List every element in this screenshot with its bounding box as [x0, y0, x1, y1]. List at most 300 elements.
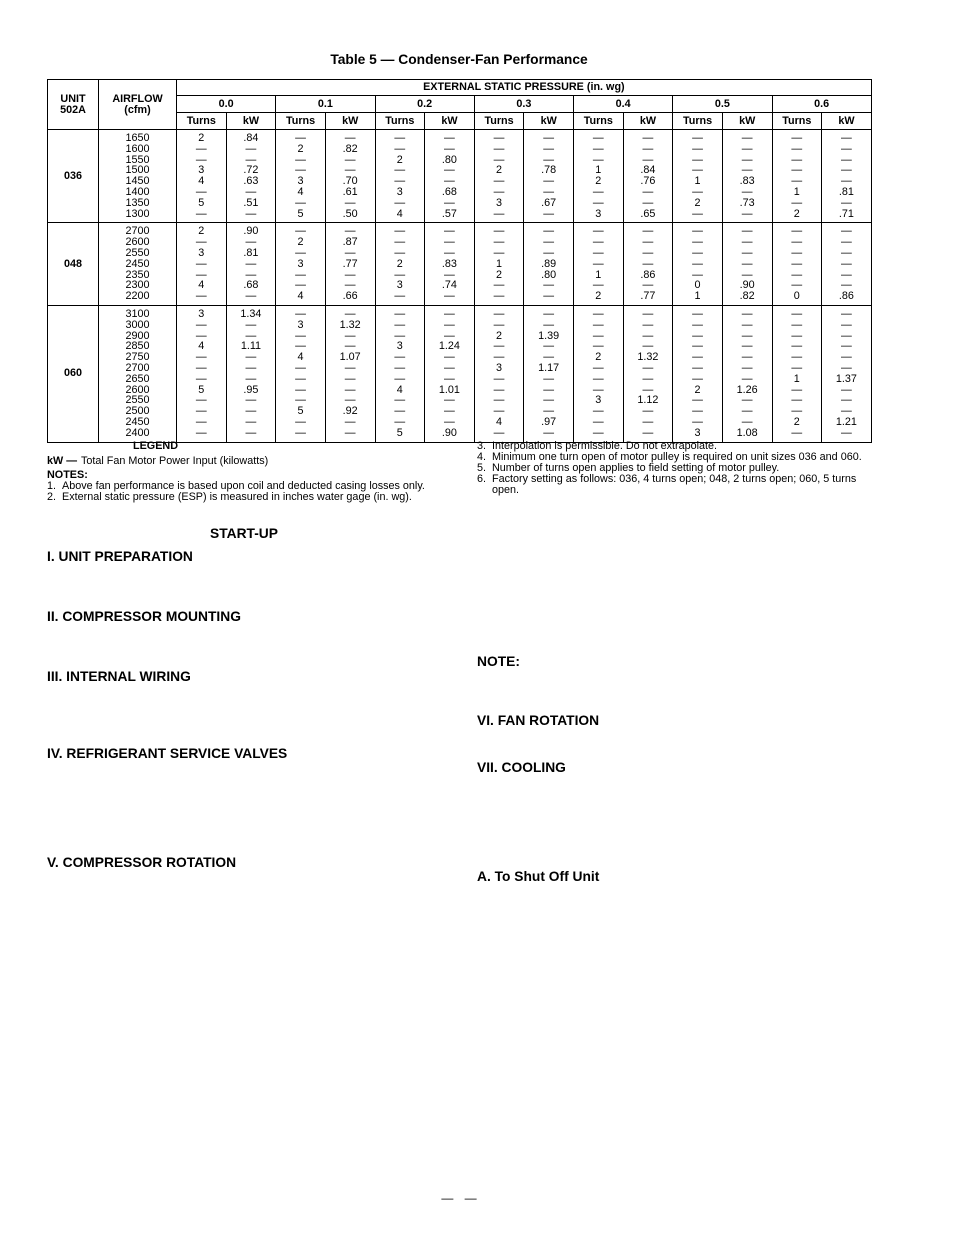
- kw-cell: —: [425, 291, 475, 305]
- airflow-column-header: [99, 80, 177, 130]
- turns-cell: —: [673, 144, 723, 155]
- turns-cell: —: [772, 237, 822, 248]
- kw-cell: —: [425, 395, 475, 406]
- turns-cell: —: [177, 155, 227, 166]
- kw-cell: 1.37: [822, 374, 872, 385]
- turns-header: Turns: [772, 113, 822, 130]
- note-text: Minimum one turn open of motor pulley is required on unit sizes 036 and 060.: [492, 451, 862, 463]
- kw-cell: —: [822, 331, 872, 342]
- kw-cell: —: [425, 176, 475, 187]
- kw-cell: —: [623, 374, 673, 385]
- kw-cell: —: [623, 130, 673, 144]
- note-text: Above fan performance is based upon coil and deducted casing losses only.: [62, 479, 425, 492]
- kw-cell: .90: [425, 428, 475, 442]
- turns-cell: —: [574, 130, 624, 144]
- note-number: 6.: [477, 473, 487, 485]
- kw-cell: —: [325, 428, 375, 442]
- kw-cell: .89: [524, 259, 574, 270]
- kw-cell: —: [325, 155, 375, 166]
- turns-cell: —: [574, 320, 624, 331]
- turns-cell: —: [375, 270, 425, 281]
- turns-cell: 1: [673, 176, 723, 187]
- turns-cell: —: [276, 374, 326, 385]
- kw-cell: .71: [822, 209, 872, 223]
- kw-cell: —: [524, 341, 574, 352]
- turns-cell: 2: [276, 144, 326, 155]
- kw-cell: —: [524, 291, 574, 305]
- turns-cell: —: [574, 385, 624, 396]
- turns-cell: 4: [474, 417, 524, 428]
- airflow-cell: 1300: [99, 209, 177, 223]
- turns-cell: —: [375, 417, 425, 428]
- pressure-header: 0.3: [474, 96, 573, 113]
- kw-cell: —: [226, 270, 276, 281]
- kw-cell: —: [623, 385, 673, 396]
- kw-cell: —: [226, 363, 276, 374]
- kw-cell: .66: [325, 291, 375, 305]
- kw-cell: —: [623, 248, 673, 259]
- turns-cell: —: [772, 406, 822, 417]
- unit-header-line: UNIT: [60, 92, 86, 105]
- airflow-cell: 2650: [99, 374, 177, 385]
- kw-cell: —: [722, 406, 772, 417]
- kw-cell: —: [722, 237, 772, 248]
- turns-cell: —: [673, 187, 723, 198]
- kw-cell: .86: [623, 270, 673, 281]
- kw-cell: 1.17: [524, 363, 574, 374]
- kw-cell: —: [822, 176, 872, 187]
- turns-cell: —: [474, 130, 524, 144]
- kw-cell: —: [722, 187, 772, 198]
- kw-cell: —: [425, 237, 475, 248]
- kw-cell: —: [822, 259, 872, 270]
- turns-cell: —: [673, 305, 723, 319]
- kw-cell: —: [425, 374, 475, 385]
- turns-cell: 4: [276, 352, 326, 363]
- kw-cell: —: [722, 130, 772, 144]
- turns-cell: —: [772, 331, 822, 342]
- airflow-cell: 1350: [99, 198, 177, 209]
- kw-cell: —: [623, 406, 673, 417]
- unit-cell: 060: [48, 305, 99, 442]
- turns-cell: —: [574, 428, 624, 442]
- turns-cell: —: [772, 144, 822, 155]
- kw-cell: —: [822, 352, 872, 363]
- table-row: [48, 198, 872, 209]
- unit-group: [48, 130, 872, 223]
- turns-cell: —: [375, 176, 425, 187]
- turns-cell: —: [276, 341, 326, 352]
- turns-cell: —: [276, 305, 326, 319]
- kw-cell: .86: [822, 291, 872, 305]
- legend-title: LEGEND: [133, 440, 178, 452]
- kw-cell: —: [722, 352, 772, 363]
- turns-cell: —: [772, 320, 822, 331]
- turns-header: Turns: [177, 113, 227, 130]
- kw-cell: —: [623, 223, 673, 237]
- turns-cell: —: [574, 331, 624, 342]
- kw-cell: —: [623, 363, 673, 374]
- kw-header: kW: [524, 113, 574, 130]
- kw-cell: —: [822, 223, 872, 237]
- turns-cell: 1: [772, 374, 822, 385]
- shut-off-unit-heading: A. To Shut Off Unit: [477, 869, 600, 884]
- turns-cell: 3: [574, 395, 624, 406]
- turns-cell: —: [276, 331, 326, 342]
- turns-cell: 3: [474, 198, 524, 209]
- turns-cell: —: [474, 320, 524, 331]
- kw-cell: —: [822, 165, 872, 176]
- turns-cell: 3: [177, 248, 227, 259]
- kw-cell: —: [325, 130, 375, 144]
- turns-cell: 3: [276, 320, 326, 331]
- turns-cell: —: [474, 176, 524, 187]
- turns-cell: —: [177, 144, 227, 155]
- kw-cell: —: [325, 280, 375, 291]
- turns-cell: —: [474, 305, 524, 319]
- kw-cell: —: [325, 374, 375, 385]
- kw-cell: .92: [325, 406, 375, 417]
- kw-cell: .61: [325, 187, 375, 198]
- turns-cell: —: [673, 374, 723, 385]
- kw-cell: —: [524, 144, 574, 155]
- turns-cell: —: [276, 223, 326, 237]
- kw-cell: .51: [226, 198, 276, 209]
- kw-cell: —: [425, 165, 475, 176]
- kw-cell: .80: [425, 155, 475, 166]
- turns-cell: —: [276, 395, 326, 406]
- turns-cell: 2: [673, 198, 723, 209]
- kw-cell: —: [822, 155, 872, 166]
- airflow-cell: 2850: [99, 341, 177, 352]
- turns-cell: —: [177, 352, 227, 363]
- table-row: [48, 209, 872, 223]
- kw-cell: .81: [226, 248, 276, 259]
- turns-cell: —: [177, 374, 227, 385]
- kw-cell: .84: [226, 130, 276, 144]
- kw-cell: —: [524, 406, 574, 417]
- turns-cell: —: [673, 237, 723, 248]
- kw-cell: —: [325, 341, 375, 352]
- kw-cell: —: [623, 417, 673, 428]
- kw-cell: —: [623, 259, 673, 270]
- turns-cell: —: [772, 341, 822, 352]
- airflow-cell: 3100: [99, 305, 177, 319]
- kw-cell: .82: [325, 144, 375, 155]
- kw-cell: —: [822, 130, 872, 144]
- kw-cell: —: [425, 331, 475, 342]
- turns-cell: —: [276, 363, 326, 374]
- page-footer: — —: [441, 1191, 477, 1205]
- turns-cell: —: [673, 352, 723, 363]
- turns-cell: —: [474, 406, 524, 417]
- kw-cell: —: [722, 331, 772, 342]
- turns-cell: 4: [375, 209, 425, 223]
- note-item: [47, 481, 447, 492]
- turns-cell: —: [772, 280, 822, 291]
- turns-cell: —: [375, 352, 425, 363]
- kw-header: kW: [425, 113, 475, 130]
- turns-cell: —: [673, 320, 723, 331]
- turns-cell: 3: [177, 305, 227, 319]
- turns-cell: —: [177, 209, 227, 223]
- legend-and-notes-left: [47, 441, 447, 503]
- kw-cell: —: [822, 341, 872, 352]
- kw-cell: —: [425, 352, 475, 363]
- condenser-fan-performance-table: [47, 79, 872, 443]
- turns-cell: —: [177, 428, 227, 442]
- turns-cell: —: [276, 385, 326, 396]
- kw-cell: —: [822, 198, 872, 209]
- unit-group: [48, 223, 872, 306]
- kw-cell: .83: [722, 176, 772, 187]
- cooling-heading: VII. COOLING: [477, 760, 566, 775]
- turns-cell: 2: [772, 209, 822, 223]
- kw-cell: —: [722, 417, 772, 428]
- kw-cell: 1.24: [425, 341, 475, 352]
- turns-cell: 4: [177, 341, 227, 352]
- turns-cell: —: [375, 395, 425, 406]
- note-text: Factory setting as follows: 036, 4 turns open; 048, 2 turns open; 060, 5 turns open.: [492, 473, 857, 496]
- kw-header: kW: [623, 113, 673, 130]
- kw-header: kW: [722, 113, 772, 130]
- turns-cell: —: [574, 155, 624, 166]
- unit-cell: 036: [48, 130, 99, 223]
- table-row: [48, 320, 872, 331]
- turns-cell: 2: [375, 155, 425, 166]
- turns-cell: 2: [474, 331, 524, 342]
- note-item: [477, 474, 877, 496]
- kw-cell: —: [524, 209, 574, 223]
- turns-cell: 1: [673, 291, 723, 305]
- turns-cell: 5: [276, 406, 326, 417]
- turns-cell: 2: [375, 259, 425, 270]
- kw-cell: 1.32: [325, 320, 375, 331]
- turns-cell: —: [474, 144, 524, 155]
- unit-preparation-heading: I. UNIT PREPARATION: [47, 549, 193, 564]
- kw-cell: —: [325, 223, 375, 237]
- turns-cell: —: [574, 144, 624, 155]
- start-up-heading: START-UP: [210, 526, 278, 541]
- airflow-cell: 2900: [99, 331, 177, 342]
- kw-cell: —: [226, 291, 276, 305]
- kw-cell: .68: [425, 187, 475, 198]
- turns-cell: —: [772, 395, 822, 406]
- kw-cell: —: [623, 187, 673, 198]
- kw-cell: 1.01: [425, 385, 475, 396]
- internal-wiring-heading: III. INTERNAL WIRING: [47, 669, 191, 684]
- kw-cell: —: [722, 165, 772, 176]
- note-item: [47, 492, 447, 503]
- airflow-cell: 3000: [99, 320, 177, 331]
- kw-cell: —: [425, 417, 475, 428]
- kw-cell: —: [425, 248, 475, 259]
- note-text: External static pressure (ESP) is measured in inches water gage (in. wg).: [62, 490, 412, 503]
- kw-cell: —: [226, 352, 276, 363]
- turns-cell: —: [375, 248, 425, 259]
- kw-cell: —: [623, 155, 673, 166]
- kw-cell: 1.21: [822, 417, 872, 428]
- turns-cell: —: [673, 223, 723, 237]
- turns-cell: 3: [276, 259, 326, 270]
- kw-cell: —: [822, 144, 872, 155]
- turns-cell: —: [772, 270, 822, 281]
- turns-cell: —: [375, 291, 425, 305]
- kw-cell: —: [623, 428, 673, 442]
- airflow-cell: 2550: [99, 395, 177, 406]
- turns-cell: 2: [772, 417, 822, 428]
- unit-group: [48, 305, 872, 442]
- kw-cell: .95: [226, 385, 276, 396]
- turns-cell: —: [276, 130, 326, 144]
- turns-cell: 3: [574, 209, 624, 223]
- turns-cell: —: [673, 363, 723, 374]
- kw-cell: —: [524, 237, 574, 248]
- kw-cell: —: [722, 209, 772, 223]
- turns-cell: —: [177, 395, 227, 406]
- turns-cell: —: [772, 223, 822, 237]
- kw-cell: —: [722, 259, 772, 270]
- turns-cell: —: [474, 341, 524, 352]
- kw-cell: —: [226, 417, 276, 428]
- legend-term: kW —: [47, 454, 77, 467]
- turns-cell: —: [177, 331, 227, 342]
- kw-cell: .80: [524, 270, 574, 281]
- airflow-cell: 2450: [99, 417, 177, 428]
- turns-cell: —: [474, 209, 524, 223]
- turns-cell: —: [177, 270, 227, 281]
- turns-cell: —: [673, 209, 723, 223]
- kw-cell: —: [425, 198, 475, 209]
- kw-cell: —: [722, 320, 772, 331]
- fan-rotation-heading: VI. FAN ROTATION: [477, 713, 600, 728]
- kw-cell: .77: [623, 291, 673, 305]
- kw-cell: 1.07: [325, 352, 375, 363]
- turns-cell: 2: [673, 385, 723, 396]
- kw-cell: —: [325, 165, 375, 176]
- kw-cell: —: [822, 280, 872, 291]
- kw-cell: —: [425, 223, 475, 237]
- turns-cell: —: [772, 428, 822, 442]
- turns-cell: —: [375, 320, 425, 331]
- kw-cell: —: [226, 428, 276, 442]
- turns-cell: —: [375, 165, 425, 176]
- kw-cell: —: [325, 248, 375, 259]
- turns-cell: —: [772, 305, 822, 319]
- turns-cell: —: [574, 406, 624, 417]
- turns-cell: 0: [673, 280, 723, 291]
- turns-cell: 5: [276, 209, 326, 223]
- kw-cell: .84: [623, 165, 673, 176]
- turns-cell: 2: [177, 130, 227, 144]
- kw-cell: —: [623, 144, 673, 155]
- kw-cell: —: [226, 259, 276, 270]
- kw-cell: 1.12: [623, 395, 673, 406]
- kw-cell: .90: [226, 223, 276, 237]
- note-number: 3.: [477, 440, 487, 452]
- kw-cell: .50: [325, 209, 375, 223]
- kw-cell: —: [722, 363, 772, 374]
- turns-cell: —: [574, 198, 624, 209]
- turns-cell: —: [673, 406, 723, 417]
- turns-cell: —: [474, 291, 524, 305]
- turns-cell: —: [772, 385, 822, 396]
- turns-cell: —: [177, 406, 227, 417]
- turns-cell: 2: [276, 237, 326, 248]
- turns-cell: —: [375, 144, 425, 155]
- kw-cell: —: [722, 155, 772, 166]
- turns-cell: —: [474, 187, 524, 198]
- kw-cell: —: [425, 305, 475, 319]
- note-text: Number of turns open applies to field setting of motor pulley.: [492, 462, 780, 474]
- turns-cell: —: [177, 320, 227, 331]
- turns-cell: 3: [177, 165, 227, 176]
- pressure-header: 0.6: [772, 96, 871, 113]
- kw-cell: —: [226, 320, 276, 331]
- turns-cell: 1: [772, 187, 822, 198]
- turns-cell: —: [375, 198, 425, 209]
- turns-cell: —: [276, 270, 326, 281]
- turns-header: Turns: [673, 113, 723, 130]
- kw-cell: .81: [822, 187, 872, 198]
- turns-cell: —: [177, 291, 227, 305]
- kw-cell: 1.34: [226, 305, 276, 319]
- kw-cell: —: [226, 237, 276, 248]
- turns-cell: 3: [673, 428, 723, 442]
- kw-header: kW: [226, 113, 276, 130]
- turns-cell: —: [474, 395, 524, 406]
- turns-cell: 4: [276, 291, 326, 305]
- kw-cell: 1.39: [524, 331, 574, 342]
- kw-cell: .78: [524, 165, 574, 176]
- turns-cell: 1: [574, 165, 624, 176]
- kw-cell: 1.32: [623, 352, 673, 363]
- turns-cell: 1: [474, 259, 524, 270]
- kw-cell: —: [822, 237, 872, 248]
- turns-cell: —: [574, 187, 624, 198]
- kw-cell: —: [226, 155, 276, 166]
- kw-cell: 1.08: [722, 428, 772, 442]
- turns-cell: —: [276, 248, 326, 259]
- kw-cell: —: [524, 428, 574, 442]
- kw-cell: —: [325, 270, 375, 281]
- kw-cell: —: [822, 428, 872, 442]
- turns-cell: —: [574, 417, 624, 428]
- turns-cell: 3: [375, 341, 425, 352]
- kw-cell: —: [524, 385, 574, 396]
- kw-cell: —: [226, 374, 276, 385]
- kw-cell: —: [524, 320, 574, 331]
- turns-cell: —: [375, 363, 425, 374]
- turns-cell: 2: [574, 291, 624, 305]
- turns-cell: —: [673, 417, 723, 428]
- turns-cell: —: [276, 428, 326, 442]
- turns-cell: —: [177, 187, 227, 198]
- turns-cell: —: [276, 155, 326, 166]
- turns-cell: —: [474, 428, 524, 442]
- kw-cell: —: [425, 130, 475, 144]
- kw-cell: —: [822, 406, 872, 417]
- turns-cell: —: [772, 259, 822, 270]
- kw-cell: —: [425, 144, 475, 155]
- compressor-rotation-heading: V. COMPRESSOR ROTATION: [47, 855, 237, 870]
- turns-cell: —: [772, 248, 822, 259]
- pressure-header: 0.5: [673, 96, 772, 113]
- kw-cell: —: [425, 363, 475, 374]
- turns-cell: —: [574, 363, 624, 374]
- kw-cell: —: [524, 155, 574, 166]
- turns-cell: —: [772, 176, 822, 187]
